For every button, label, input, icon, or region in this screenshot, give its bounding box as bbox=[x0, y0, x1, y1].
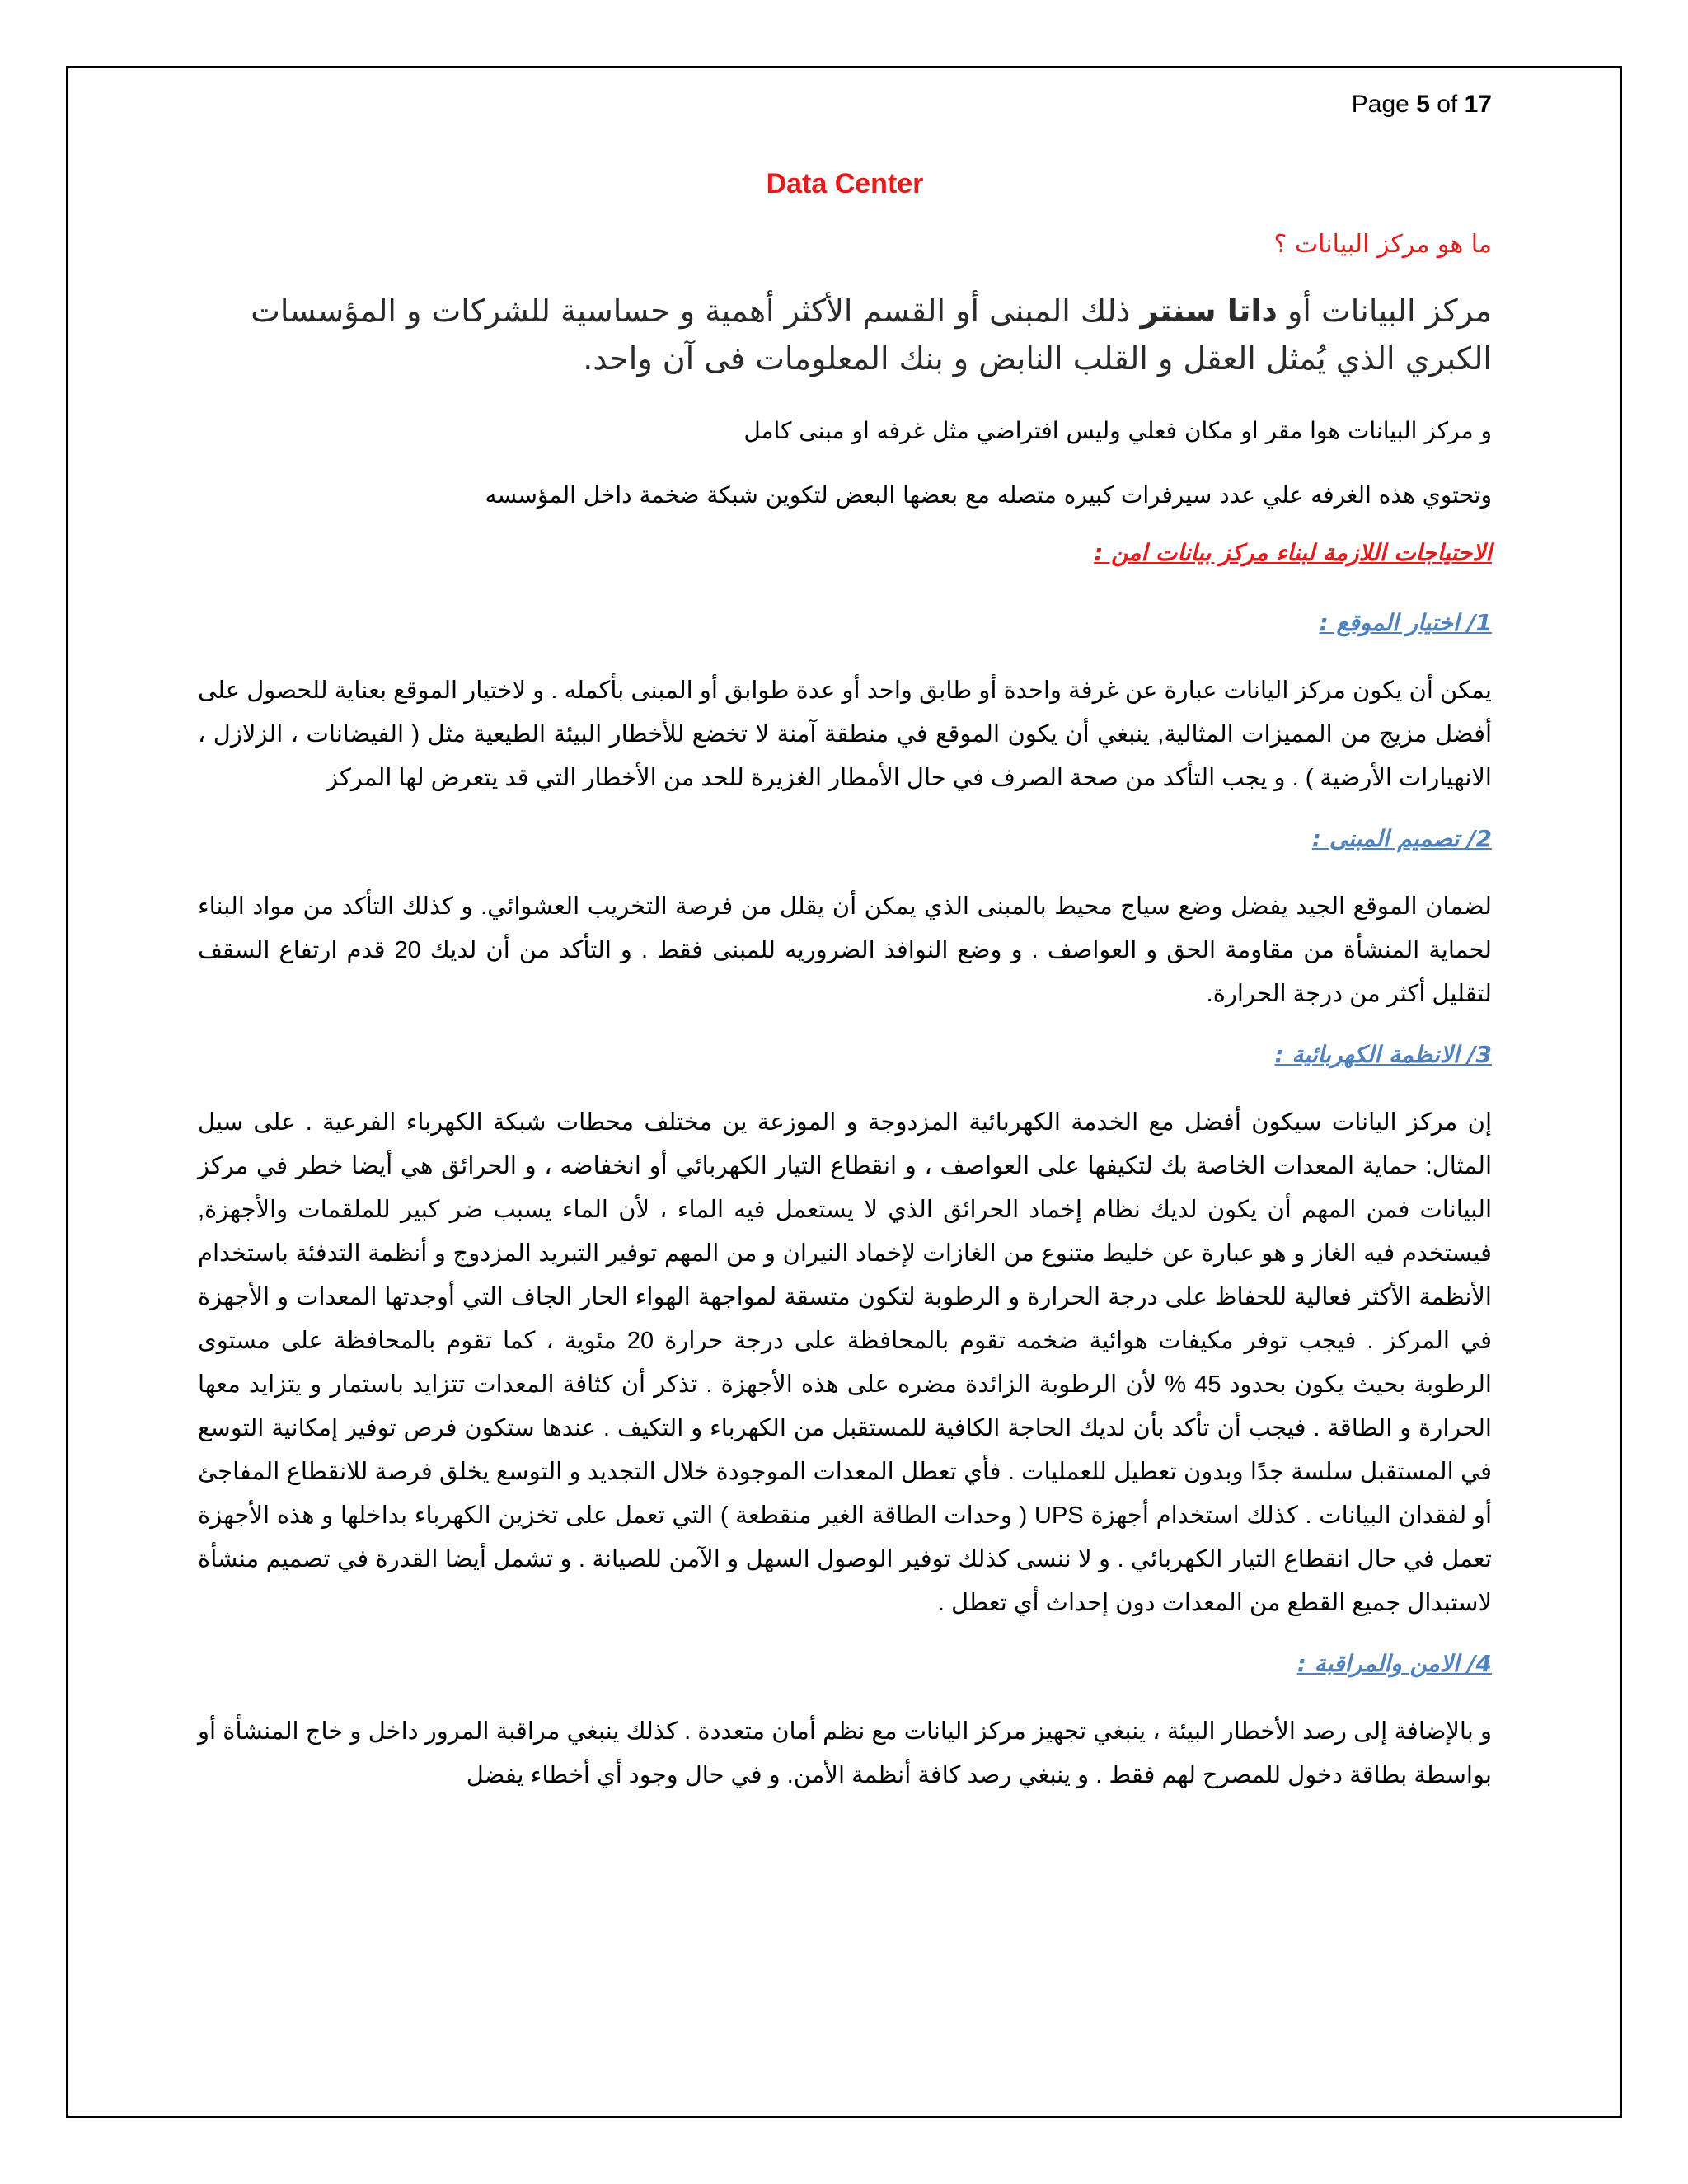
page-number-of: of bbox=[1437, 91, 1458, 118]
page-number-prefix: Page bbox=[1351, 91, 1409, 118]
section-heading-security: 4/ الامن والمراقبة : bbox=[1296, 1650, 1492, 1677]
intro-text-end: ذلك المبنى أو القسم الأكثر أهمية و حساسية للشركات و المؤسسات الكبري الذي يُمثل العقل و القلب النابض و بنك المعلومات فى آن واحد. bbox=[251, 293, 1492, 377]
section-body-security: و بالإضافة إلى رصد الأخطار البيئة ، ينبغي تجهيز مركز اليانات مع نظم أمان متعددة . كذلك ينبغي مراقبة المرور داخل و خاج المنشأة أو بواسطة بطاقة دخول للمصرح لهم فقط . و ينبغي رصد كافة أنظمة الأمن. و في حال وجود أي أخطاء يفضل bbox=[198, 1718, 1492, 1788]
page-number-current: 5 bbox=[1416, 91, 1430, 118]
document-body bbox=[198, 91, 1492, 1822]
section-body-building: لضمان الموقع الجيد يفضل وضع سياج محيط بالمبنى الذي يمكن أن يقلل من فرصة التخريب العشوائي. و كذلك التأكد من مواد البناء لحماية المنشأة من مقاومة الحق و العواصف . و وضع النوافذ الضروريه للمبنى فقط . و التأكد من أن لديك 20 قدم ارتفاع السقف لتقليل أكثر من درجة الحرارة. bbox=[198, 893, 1493, 1007]
contents-line: وتحتوي هذه الغرفه علي عدد سيرفرات كبيره متصله مع بعضها البعض لتكوين شبكة ضخمة داخل المؤسسه bbox=[485, 481, 1492, 509]
section-body-electrical: إن مركز اليانات سيكون أفضل مع الخدمة الكهربائية المزدوجة و الموزعة ين مختلف محطات شبكة الكهرباء الفرعية . على سيل المثال: حماية المعدات الخاصة بك لتكيفها على العواصف ، و انقطاع التيار الكهربائي أو انخفاضه ، و الحرائق هي أيضا خطر في مركز البيانات فمن المهم أن يكون لديك نظام إخماد الحرائق الذي لا يستعمل فيه الماء ، لأن الماء يسبب ضر كبير للملقمات والأجهزة, فيستخدم فيه الغاز و هو عبارة عن خليط متنوع من الغازات لإخماد النيران و من المهم توفير التبريد المزدوج و أنظمة التدفئة باستخدام الأنظمة الأكثر فعالية للحفاظ على درجة الحرارة و الرطوبة لتكون متسقة لمواجهة الهواء الحار الجاف التي أوجدتها المعدات و الأجهزة في المركز . فيجب توفر مكيفات هوائية ضخمه تقوم بالمحافظة على درجة حرارة 20 مئوية ، كما تقوم بالمحافظة على مستوى الرطوبة بحيث يكون بحدود 45 % لأن الرطوبة الزائدة مضره على هذه الأجهزة . تذكر أن كثافة المعدات تتزايد باستمار و يتزايد معها الحرارة و الطاقة . فيجب أن تأكد بأن لديك الحاجة الكافية للمستقبل من الكهرباء و التكيف . عندها ستكون فرص توفير إمكانية التوسع في المستقبل سلسة جدًا وبدون تعطيل للعمليات . فأي تعطل المعدات الموجودة خلال التجديد و التوسع يخلق فرصة للانقطاع المفاجئ أو لفقدان البيانات . كذلك استخدام أجهزة UPS ( وحدات الطاقة الغير منقطعة ) التي تعمل على تخزين الكهرباء بداخلها و هذه الأجهزة تعمل في حال انقطاع التيار الكهربائي . و لا ننسى كذلك توفير الوصول السهل و الآمن للصيانة . و تشمل أيضا القدرة في تصميم منشأة لاستبدال جميع القطع من المعدات دون إحداث أي تعطل . bbox=[198, 1109, 1493, 1616]
definition-line: و مركز البيانات هوا مقر او مكان فعلي وليس افتراضي مثل غرفه او مبنى كامل bbox=[743, 417, 1492, 444]
section-heading-location: 1/ اختيار الموقع : bbox=[1319, 609, 1492, 636]
page-number bbox=[198, 91, 1492, 119]
document-title: Data Center bbox=[766, 168, 924, 199]
page-number-total: 17 bbox=[1464, 91, 1492, 118]
intro-bold-term: داتا سنتر bbox=[1140, 293, 1278, 329]
question-heading: ما هو مركز البيانات ؟ bbox=[1273, 230, 1492, 259]
intro-paragraph bbox=[198, 287, 1492, 382]
section-heading-electrical: 3/ الانظمة الكهربائية : bbox=[1274, 1041, 1492, 1068]
section-body-location: يمكن أن يكون مركز اليانات عبارة عن غرفة واحدة أو طابق واحد أو عدة طوابق أو المبنى بأكمله . و لاختيار الموقع بعناية للحصول على أفضل مزيج من المميزات المثالية, ينبغي أن يكون الموقع في منطقة آمنة لا تخضع للأخطار البيئة الطيعية مثل ( الفيضانات ، الزلازل ، الانهيارات الأرضية ) . و يجب التأكد من صحة الصرف في حال الأمطار الغزيرة للحد من الأخطار التي قد يتعرض لها المركز bbox=[198, 677, 1492, 791]
section-heading-building: 2/ تصميم المبنى : bbox=[1311, 825, 1492, 852]
intro-text-start: مركز البيانات أو bbox=[1287, 293, 1492, 329]
requirements-heading: الاحتياجات اللازمة لبناء مركز بيانات امن : bbox=[1094, 539, 1492, 566]
